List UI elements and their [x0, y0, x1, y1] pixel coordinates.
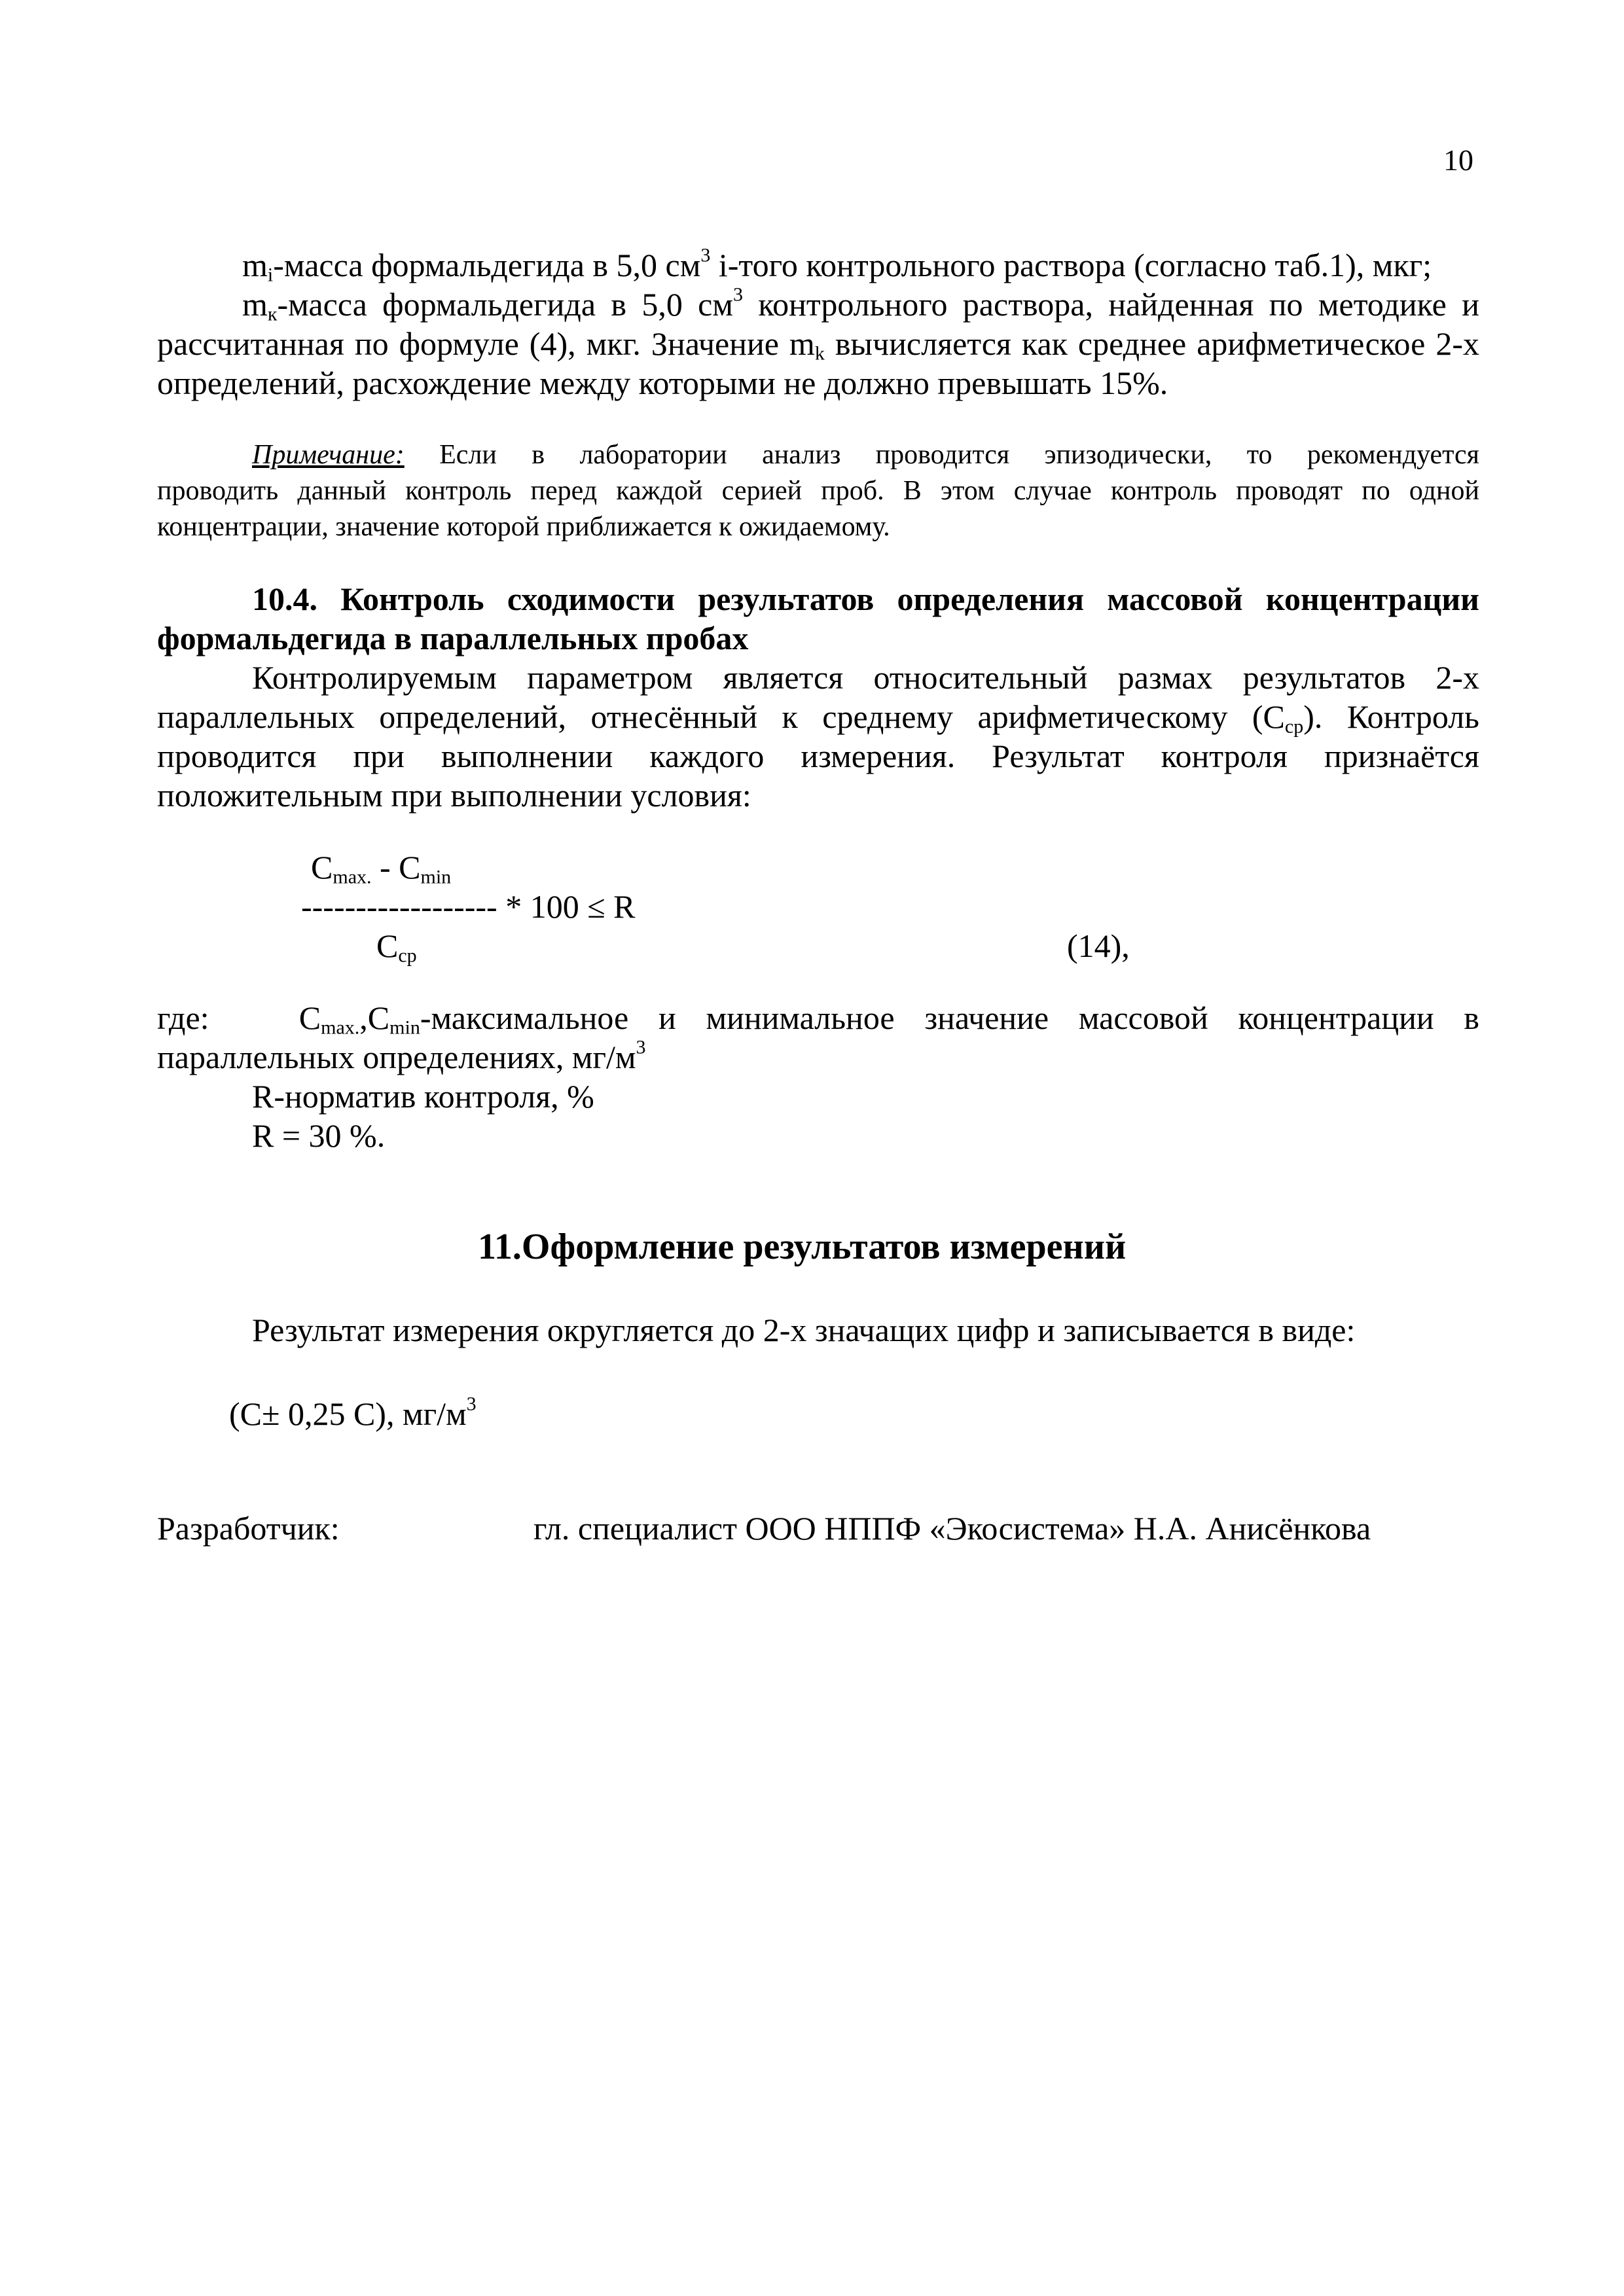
formula-numerator: $C_{max.} - C_{min}$	[311, 849, 452, 888]
def-line4: определений, расхождение между которыми не должно превышать 15%.	[157, 365, 1168, 401]
section-10-4-p1: Контролируемым параметром является относительный размах результатов 2-х	[252, 659, 1479, 696]
section-11-heading: 11.Оформление результатов измерений	[478, 1227, 1127, 1267]
section-10-4-p3: проводится при выполнении каждого измерения. Результат контроля признаётся	[157, 738, 1479, 774]
page-number: 10	[1443, 143, 1473, 177]
section-10-4-p2: параллельных определений, отнесённый к среднему арифметическому $(С_{ср})$. Контроль	[157, 698, 1479, 738]
note-line2: проводить данный контроль перед каждой серией проб. В этом случае контроль проводят по одной	[157, 476, 1479, 506]
section-10-4-heading: 10.4. Контроль сходимости результатов определения массовой концентрации	[252, 581, 1479, 617]
note-line1: Примечание: Если в лаборатории анализ проводится эпизодически, то рекомендуется	[252, 440, 1479, 470]
section-10-4-heading-line2: формальдегида в параллельных пробах	[157, 620, 749, 656]
note-line3: концентрации, значение которой приближается к ожидаемому.	[157, 512, 890, 542]
section-11-text: Результат измерения округляется до 2-х значащих цифр и записывается в виде:	[252, 1312, 1356, 1348]
developer-value: гл. специалист ООО НППФ «Экосистема» Н.А. Анисёнкова	[533, 1510, 1371, 1547]
def-mi: $m_i$-масса формальдегида в 5,0 $см^3$ i-того контрольного раствора (согласно таб.1), мкг;	[242, 244, 1432, 286]
note-label: Примечание:	[252, 440, 405, 470]
where-line2: параллельных определениях, $мг/м^3$	[157, 1036, 646, 1075]
formula-fraction-line: ------------------ * 100 ≤ R	[301, 888, 636, 925]
section-10-4-p4: положительным при выполнении условия:	[157, 777, 751, 814]
section-11-result: (С± 0,25 С), $мг/м^3$	[229, 1393, 477, 1432]
def-mk: $m_к$-масса формальдегида в 5,0 $см^3$ контрольного раствора, найденная по методике и	[242, 283, 1479, 325]
formula-denominator: $C_{ср}$	[376, 927, 417, 967]
formula-number: (14),	[1067, 927, 1130, 964]
def-line3: рассчитанная по формуле (4), мкг. Значение $m_k$ вычисляется как среднее арифметическое 2-х	[157, 325, 1479, 365]
where-r-value: R = 30 %.	[252, 1117, 386, 1154]
where-line1: где: $C_{max.},C_{min}$-максимальное и минимальное значение массовой концентрации в	[157, 999, 1479, 1039]
where-r-def: R-норматив контроля, %	[252, 1078, 594, 1115]
developer-label: Разработчик:	[157, 1510, 340, 1547]
